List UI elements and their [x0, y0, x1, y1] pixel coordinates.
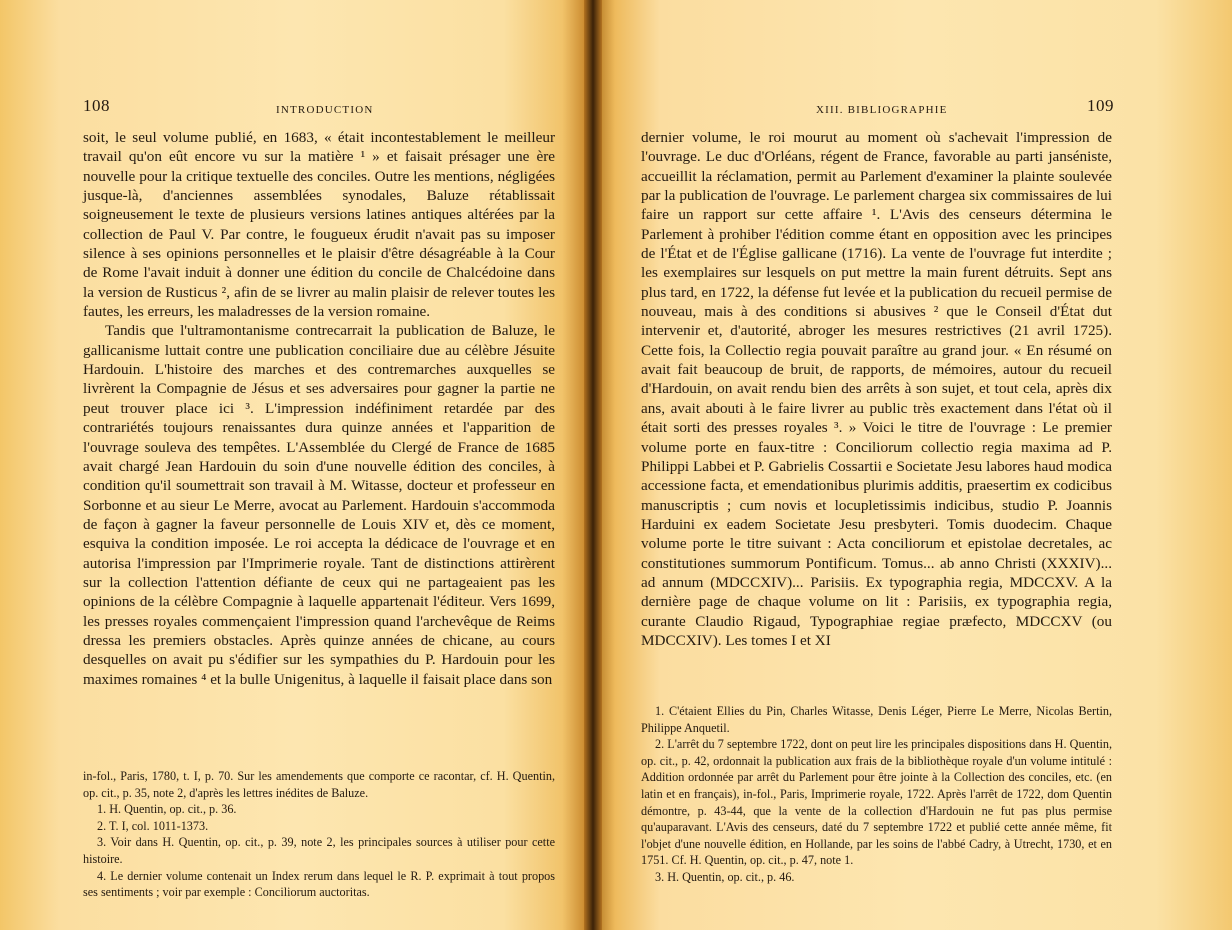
running-head-right: XIII. BIBLIOGRAPHIE [816, 104, 948, 116]
footnotes-right [641, 703, 1112, 886]
book-gutter [584, 0, 602, 930]
footnote: 3. H. Quentin, op. cit., p. 46. [655, 869, 795, 884]
body-text-right [641, 128, 1112, 650]
page-number-left: 108 [83, 96, 110, 115]
paragraph: Tandis que l'ultramontanisme contrecarrait la publication de Baluze, le gallicanisme luttait contre une publication conciliaire due au célèbre Jésuite Hardouin. L'histoire des marches et des contremarches auxquelles se livrèrent la Compagnie de Jésus et ses adversaires pour gagner la partie ne peut trouver place ici ³. L'impression indéfiniment retardée par des contrariétés toujours renaissantes dura quinze années et l'apparition de l'ouvrage souleva des tempêtes. L'Assemblée du Clergé de France de 1685 avait chargé Jean Hardouin du soin d'une nouvelle édition des conciles, à condition qu'il soumettrait son travail à M. Witasse, docteur et professeur en Sorbonne et au sieur Le Merre, avocat au Parlement. Hardouin s'accommoda de façon à gagner la faveur personnelle de Louis XIV et, dès ce moment, esquiva la condition imposée. Le roi accepta la dédicace de l'ouvrage et en autorisa l'impression par l'Imprimerie royale. Tant de distinctions attirèrent sur la collection l'attention défiante de ceux qui ne partageaient pas les opinions de la célèbre Compagnie à laquelle appartenait l'éditeur. Vers 1699, les presses royales commençaient l'impression quand l'archevêque de Reims dressa les premiers obstacles. Après quinze années de chicane, au cours desquelles on avait pu s'édifier sur les sympathies du P. Hardouin pour les maximes romaines ⁴ et la bulle Unigenitus, à laquelle il faisait place dans son [83, 322, 555, 688]
footnote: 3. Voir dans H. Quentin, op. cit., p. 39, note 2, les principales sources à utiliser pour cette histoire. [83, 835, 555, 866]
footnote: 2. L'arrêt du 7 septembre 1722, dont on peut lire les principales dispositions dans H. Quentin, op. cit., p. 42, ordonnait la publication aux frais de la bibliothèque royale d'un volume intitulé : Addition ordonnée par arrêt du Parlement pour être jointe à la Collection des conciles, etc. (en latin et en français), in-fol., Paris, Imprimerie royale, 1722. Après l'arrêt de 1722, dom Quentin démontre, p. 43-44, que la vente de la collection d'Hardouin ne fut pas plus permise qu'auparavant. L'Avis des censeurs, daté du 7 septembre 1722 et publié cette année même, fit l'objet d'une nouvelle édition, en Hollande, par les soins de l'abbé Cadry, à Utrecht, 1730, et en 1751. Cf. H. Quentin, op. cit., p. 47, note 1. [641, 737, 1112, 868]
right-page [596, 0, 1232, 930]
footnote: 1. C'étaient Ellies du Pin, Charles Witasse, Denis Léger, Pierre Le Merre, Nicolas Bertin, Philippe Anquetil. [641, 704, 1112, 735]
footnote: 4. Le dernier volume contenait un Index rerum dans lequel le R. P. exprimait à tout propos ses sentiments ; voir par exemple : Conciliorum auctoritas. [83, 868, 555, 900]
footnote: 2. T. I, col. 1011-1373. [97, 818, 209, 833]
running-head-left: INTRODUCTION [276, 104, 374, 116]
footnote: in-fol., Paris, 1780, t. I, p. 70. Sur les amendements que comporte ce racontar, cf. H. Quentin, op. cit., p. 35, note 2, d'après les lettres inédites de Baluze. [83, 769, 555, 800]
footnote: 1. H. Quentin, op. cit., p. 36. [97, 802, 237, 817]
body-text-left [83, 128, 555, 689]
paragraph: soit, le seul volume publié, en 1683, « était incontestablement le meilleur travail qu'on eût encore vu sur la matière ¹ » et faisait présager une ère nouvelle pour la critique textuelle des conciles. Outre les mentions, négligées jusque-là, d'anciennes assemblées synodales, Baluze rétablissait soigneusement le texte de plusieurs versions latines antiques altérées par la collection de Paul V. Par contre, le fougueux érudit n'avait pas su imposer silence à ses opinions personnelles et le plaisir d'être désagréable à la Cour de Rome l'avait induit à donner une édition du concile de Chalcédoine dans la version de Rusticus ², afin de se livrer au malin plaisir de relever toutes les fautes, les erreurs, les maladresses de la version romaine. [83, 129, 555, 321]
paragraph: dernier volume, le roi mourut au moment où s'achevait l'impression de l'ouvrage. Le duc d'Orléans, régent de France, favorable au parti janséniste, accueillit la réclamation, permit au Parlement d'examiner la plainte soulevée par la publication de l'ouvrage. Le parlement chargea six commissaires de lui faire un rapport sur cette affaire ¹. L'Avis des censeurs détermina le Parlement à prohiber l'édition comme étant en opposition avec les principes de l'État et de l'Église gallicane (1716). La vente de l'ouvrage fut interdite ; les exemplaires sur lesquels on put mettre la main furent détruits. Sept ans plus tard, en 1722, la défense fut levée et la publication du recueil permise de nouveau, mais à des conditions si abusives ² que le Conseil d'État dut intervenir et, d'autorité, abroger les mesures restrictives (21 avril 1725). Cette fois, la Collectio regia pouvait paraître au grand jour. « En résumé on avait fait beaucoup de bruit, de rapports, de mémoires, autour du recueil d'Hardouin, on avait rendu bien des arrêts à son sujet, et tout cela, après dix ans, avait abouti à le faire livrer au public très exactement dans l'état où il était sorti des presses royales ³. » Voici le titre de l'ouvrage : Le premier volume porte en faux-titre : Conciliorum collectio regia maxima ad P. Philippi Labbei et P. Gabrielis Cossartii e Societate Jesu labores haud modica accessione facta, et emendationibus plurimis additis, praesertim ex codicibus manuscriptis ; cum novis et locupletissimis indicibus, studio P. Joannis Harduini ex eadem Societate Jesu presbyteri. Tomis duodecim. Chaque volume porte le titre suivant : Acta conciliorum et epistolae decretales, ac constitutiones summorum Pontificum. Tomus... ab anno Christi (XXXIV)... ad annum (MDCCXIV)... Parisiis. Ex typographia regia, MDCCXV. A la dernière page de chaque volume on lit : Parisiis, ex typographia regia, curante Claudio Rigaud, Typographiae regiae præfecto, MDCCXV (ou MDCCXIV). Les tomes I et XI [641, 129, 1112, 649]
footnotes-left [83, 768, 555, 901]
left-page [0, 0, 592, 930]
page-number-right: 109 [1087, 96, 1114, 115]
